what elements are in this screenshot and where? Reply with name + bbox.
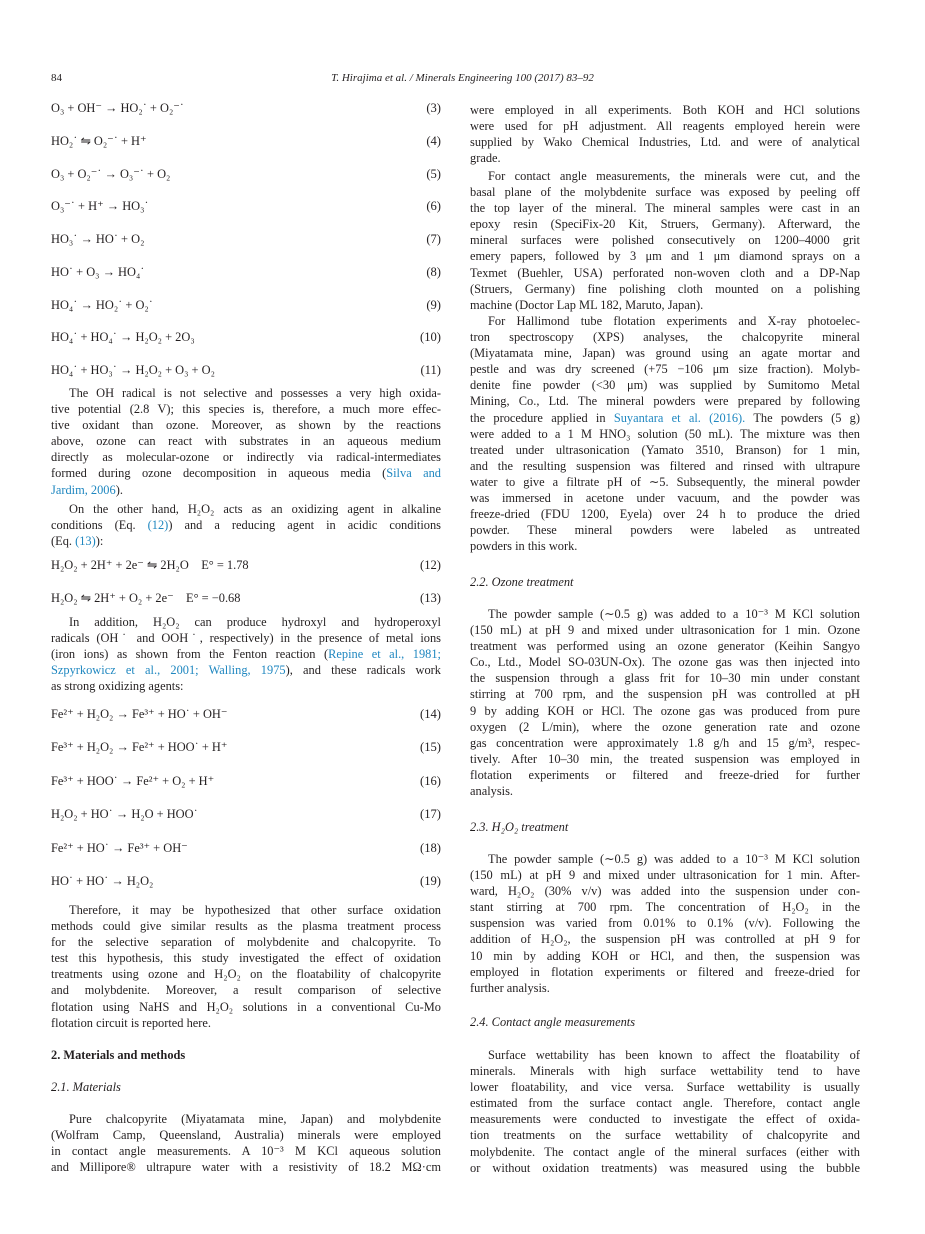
equation (51, 739, 441, 772)
text-line: freeze-dried (FDU 1200, Eyela) over 24 h to produce the dried (470, 507, 860, 522)
paragraph (470, 168, 860, 313)
text-line: tive oxidant than ozone. Moreover, as shown by the reactions (51, 418, 441, 433)
text-line: were added to a 1 M HNO₃ solution (50 mL). The mixture was then (470, 426, 860, 441)
text-line: flotation experiments or filtered and freeze-dried for further (470, 767, 860, 782)
equation (51, 773, 441, 806)
text-line: radicals (OH˙ and OOH˙, respectively) in the presence of metal ions (51, 631, 441, 646)
text-line: powder. These mineral powders were labeled as untreated (470, 523, 860, 538)
equation-expression: H₂O₂ ⇋ 2H⁺ + O₂ + 2e⁻ E° = −0.68 (51, 591, 241, 605)
text-line: were used for pH adjustment. All reagents employed herein were (470, 119, 860, 134)
text-line (51, 482, 441, 498)
text-line: or without oxidation treatments) was measured using the bubble (470, 1160, 860, 1175)
text-line: (Struers, Germany) fine polishing cloth mounted on a polishing (470, 281, 860, 296)
equation-expression: O₃ + O₂⁻˙ → O₃⁻˙ + O₂ (51, 166, 171, 181)
equation (51, 706, 441, 739)
equation (51, 329, 441, 362)
text-segment: ), and these radicals work (285, 663, 441, 678)
equations-14-19 (51, 706, 441, 906)
text-line: Surface wettability has been known to affect the floatability of (488, 1048, 860, 1062)
section-heading: 2. Materials and methods (51, 1048, 186, 1062)
text-line (51, 517, 441, 533)
equation-expression: HO₄˙ + HO₃˙ → H₂O₂ + O₃ + O₂ (51, 363, 215, 377)
equation (51, 231, 441, 264)
paragraph (470, 102, 860, 166)
text-segment: ) and a reducing agent in acidic conditions (168, 518, 441, 533)
equation-number: (11) (420, 363, 441, 377)
paragraph (51, 385, 441, 498)
text-line: the top layer of the mineral. The mineral samples were cast in an (470, 201, 860, 216)
text-line: epoxy resin (SpeciFix-20 Kit, Struers, Germany). Afterward, the (470, 217, 860, 232)
text-line: and the resulting suspension was filtered and rinsed with ultrapure (470, 458, 860, 473)
running-title: T. Hirajima et al. / Minerals Engineering 100 (2017) 83–92 (331, 72, 594, 84)
text-line: suspension was varied from 0.01% to 0.1% (v/v). Following the (470, 916, 860, 931)
text-line: (Miyatamata mine, Japan) was ground using an agate mortar and (470, 346, 860, 361)
equation (51, 806, 441, 839)
text-segment: the procedure applied in (470, 410, 614, 425)
text-line: for the selective separation of molybdenite and chalcopyrite. To (51, 935, 441, 950)
paragraph (470, 1047, 860, 1176)
text-line (51, 465, 441, 481)
text-line: grade. (470, 151, 501, 166)
text-line: flotation circuit is reported here. (51, 1015, 211, 1030)
text-line: as strong oxidizing agents: (51, 679, 184, 694)
text-line: emery papers, followed by 3 μm and 1 μm diamond sprays on a (470, 249, 860, 264)
text-line: basal plane of the molybdenite surface was exposed by peeling off (470, 185, 860, 200)
equation (51, 198, 441, 231)
equation-number: (15) (420, 740, 441, 755)
text-line: supplied by Wako Chemical Industries, Ltd. and were of analytical (470, 135, 860, 150)
text-line: treated under ultrasonication (Yamato 3510, Branson) for 1 min, (470, 442, 860, 457)
text-line: above, ozone can react with substrates in an aqueous medium (51, 434, 441, 449)
text-line: analysis. (470, 784, 514, 799)
equation-number: (17) (420, 807, 441, 822)
text-line: and Millipore® ultrapure water with a resistivity of 18.2 MΩ·cm (51, 1160, 441, 1175)
text-line: oxygen (2 L/min), where the ozone generation rate and ozone (470, 719, 860, 734)
equation-number: (10) (420, 330, 441, 345)
text-line: On the other hand, H₂O₂ acts as an oxidizing agent in alkaline (69, 502, 441, 516)
equation-expression: O₃⁻˙ + H⁺ → HO₃˙ (51, 199, 149, 214)
equation-number: (16) (420, 773, 441, 788)
citation-link[interactable]: Suyantara et al. (2016). (613, 410, 746, 425)
equation-expression: HO₄˙ → HO₂˙ + O₂˙ (51, 297, 153, 312)
equation-expression: HO₂˙ ⇋ O₂⁻˙ + H⁺ (51, 133, 147, 148)
text-line: measurements were conducted to investigate the effect of oxida- (470, 1112, 860, 1127)
paragraph (51, 1111, 441, 1175)
equation-number: (19) (420, 873, 441, 888)
text-line: tron spectroscopy (XPS) analyses, the chalcopyrite mineral (470, 330, 860, 345)
equation (51, 133, 441, 166)
citation-link[interactable]: Szpyrkowicz et al., 2001; Walling, 1975 (51, 663, 286, 678)
citation-link[interactable]: Repine et al., 1981; (328, 647, 441, 662)
equation-expression: HO˙ + HO˙ → H₂O₂ (51, 873, 154, 888)
equation (51, 840, 441, 873)
text-line: directly as molecular-ozone or indirectly via radical-intermediates (51, 450, 441, 465)
text-line: addition of H₂O₂, the suspension pH was controlled at pH 9 for (470, 932, 860, 947)
paragraph (51, 501, 441, 549)
text-line: (150 mL) at pH 9 and mixed under ultrasonication for 1 min. Ozone (470, 623, 860, 638)
paragraph (51, 902, 441, 1031)
text-line: Mining, Co., Ltd. The mineral powders were prepared by following (470, 394, 860, 409)
citation-link[interactable]: (12) (147, 518, 169, 533)
text-line: The powder sample (∼0.5 g) was added to a 10⁻³ M KCl solution (488, 607, 860, 621)
text-line: test this hypothesis, this study investigated the effect of oxidation (51, 951, 441, 966)
text-line: 9 by adding KOH or HCl. The ozone gas was produced from pure (470, 703, 860, 718)
text-line: denite fine powder (<30 μm) was supplied by Sumitomo Metal (470, 378, 860, 393)
text-line: molybdenite. The contact angle of the mineral surfaces (either with (470, 1144, 860, 1159)
text-line (51, 533, 441, 549)
text-segment: conditions (Eq. (51, 518, 148, 533)
text-segment: formed during ozone decomposition in aqueous media ( (51, 466, 387, 481)
text-line: For contact angle measurements, the minerals were cut, and the (488, 169, 860, 183)
text-line: Pure chalcopyrite (Miyatamata mine, Japan) and molybdenite (69, 1112, 441, 1126)
text-segment: ). (115, 482, 123, 497)
text-line: methods could give similar results as the plasma treatment process (51, 919, 441, 934)
equation (51, 264, 441, 297)
text-line: Therefore, it may be hypothesized that other surface oxidation (69, 903, 441, 917)
equation (51, 557, 441, 590)
equation-expression: HO₄˙ + HO₄˙ → H₂O₂ + 2O₃ (51, 330, 195, 345)
citation-link[interactable]: Jardim, 2006 (51, 482, 116, 497)
text-line: gas concentration were approximately 1.8 g/h and 15 g/m³, respec- (470, 735, 860, 750)
text-segment: (iron ions) as shown from the Fenton reaction ( (51, 647, 329, 662)
text-segment: (Eq. (51, 534, 76, 549)
text-line: was immersed in acetone under vacuum, and the powder was (470, 491, 860, 506)
paragraph (470, 313, 860, 554)
equation-expression: Fe²⁺ + H₂O₂ → Fe³⁺ + HO˙ + OH⁻ (51, 707, 228, 721)
text-line: machine (Doctor Lap ML 182, Maruto, Japan). (470, 297, 704, 312)
equation-number: (8) (426, 264, 441, 279)
text-line: Co., Ltd., Model SO-03UN-Ox). The ozone gas was then injected into (470, 655, 860, 670)
text-line: were employed in all experiments. Both KOH and HCl solutions (470, 103, 860, 117)
equation-expression: Fe²⁺ + HO˙ → Fe³⁺ + OH⁻ (51, 840, 188, 855)
text-line: lower floatability, and vice versa. Surface wettability is usually (470, 1080, 860, 1095)
text-line: pestle and was dry screened (+75 −106 μm size fraction). Molyb- (470, 362, 860, 377)
subsection-heading: 2.1. Materials (51, 1080, 121, 1094)
equations-3-11 (51, 100, 441, 395)
equation-number: (7) (426, 232, 441, 246)
text-line: water to give a filtrate pH of ∼5. Subsequently, the mineral powder (470, 474, 860, 489)
text-line: flotation using NaHS and H₂O₂ solutions in a conventional Cu-Mo (51, 999, 441, 1014)
text-line: treatment was performed using an ozone generator (Keihin Sangyo (470, 639, 860, 654)
equation-number: (6) (426, 199, 441, 214)
text-line (51, 662, 441, 678)
text-line: further analysis. (470, 980, 550, 995)
text-line: The powder sample (∼0.5 g) was added to a 10⁻³ M KCl solution (488, 852, 860, 866)
text-line: employed in flotation experiments or filtered and freeze-dried for (470, 964, 860, 979)
text-line (51, 646, 441, 662)
citation-link[interactable]: Silva and (386, 466, 441, 481)
equation-expression: Fe³⁺ + H₂O₂ → Fe²⁺ + HOO˙ + H⁺ (51, 740, 228, 755)
subsection-heading: 2.2. Ozone treatment (470, 575, 574, 589)
text-line: 10 min by adding KOH or HCl, and then, the suspension was (470, 948, 860, 963)
equation-number: (14) (420, 707, 441, 721)
paragraph (51, 614, 441, 694)
equation-expression: Fe³⁺ + HOO˙ → Fe²⁺ + O₂ + H⁺ (51, 773, 215, 788)
text-line: In addition, H₂O₂ can produce hydroxyl and hydroperoxyl (69, 615, 441, 629)
text-line (470, 410, 860, 426)
text-line: For Hallimond tube flotation experiments and X-ray photoelec- (488, 314, 860, 328)
text-line: tion treatments on the surface wettability of chalcopyrite and (470, 1128, 860, 1143)
equation-number: (3) (426, 101, 441, 115)
citation-link[interactable]: (13) (75, 534, 96, 549)
equation (51, 166, 441, 199)
text-segment: The powders (5 g) (745, 410, 860, 425)
text-line: the suspension through a glass frit for 10–30 min under constant (470, 671, 860, 686)
equation-number: (5) (426, 166, 441, 181)
text-line: stant stirring at 700 rpm. The concentration of H₂O₂ in the (470, 900, 860, 915)
subsection-heading: 2.3. H₂O₂ treatment (470, 820, 569, 834)
text-line: estimated from the surface contact angle. Therefore, contact angle (470, 1096, 860, 1111)
equation-expression: H₂O₂ + HO˙ → H₂O + HOO˙ (51, 807, 198, 822)
equation-number: (9) (426, 297, 441, 312)
text-line: tively. After 10–30 min, the treated suspension was employed in (470, 751, 860, 766)
text-line: The OH radical is not selective and possesses a very high oxida- (69, 386, 441, 400)
text-line: and molybdenite. Moreover, a result comparison of selective (51, 983, 441, 998)
page-number: 84 (51, 72, 62, 84)
text-line: tive potential (2.8 V); this species is, therefore, a much more effec- (51, 402, 441, 417)
paragraph (470, 851, 860, 996)
equation-number: (4) (426, 133, 441, 148)
equation-number: (18) (420, 840, 441, 855)
equation-expression: O₃ + OH⁻ → HO₂˙ + O₂⁻˙ (51, 101, 184, 115)
text-line: mineral surfaces were polished consecutively on 1200–4000 grit (470, 233, 860, 248)
equation-expression: HO₃˙ → HO˙ + O₂ (51, 232, 145, 246)
text-line: powders in this work. (470, 539, 578, 554)
equation (51, 297, 441, 330)
equation (51, 100, 441, 133)
text-line: stirring at 700 rpm, and the suspension pH was controlled at pH (470, 687, 860, 702)
paragraph (470, 606, 860, 799)
text-line: (Wolfram Camp, Queensland, Australia) minerals were employed (51, 1128, 441, 1143)
text-segment: ): (95, 534, 104, 549)
subsection-heading: 2.4. Contact angle measurements (470, 1015, 636, 1029)
text-line: (150 mL) at pH 9 and mixed under ultrasonication for 1 min. After- (470, 868, 860, 883)
equation-expression: H₂O₂ + 2H⁺ + 2e⁻ ⇋ 2H₂O E° = 1.78 (51, 558, 249, 572)
equation-expression: HO˙ + O₃ → HO₄˙ (51, 264, 145, 279)
text-line: treatments using ozone and H₂O₂ on the floatability of chalcopyrite (51, 967, 441, 982)
text-line: minerals. Minerals with high surface wettability tend to have (470, 1064, 860, 1079)
text-line: in contact angle measurements. A 10⁻³ M KCl aqueous solution (51, 1144, 441, 1159)
equation-number: (13) (420, 591, 441, 605)
text-line: ward, H₂O₂ (30% v/v) was added into the suspension under con- (470, 884, 860, 899)
text-line: Texmet (Buehler, USA) perforated non-woven cloth and a DP-Nap (470, 265, 860, 280)
equation-number: (12) (420, 558, 441, 572)
